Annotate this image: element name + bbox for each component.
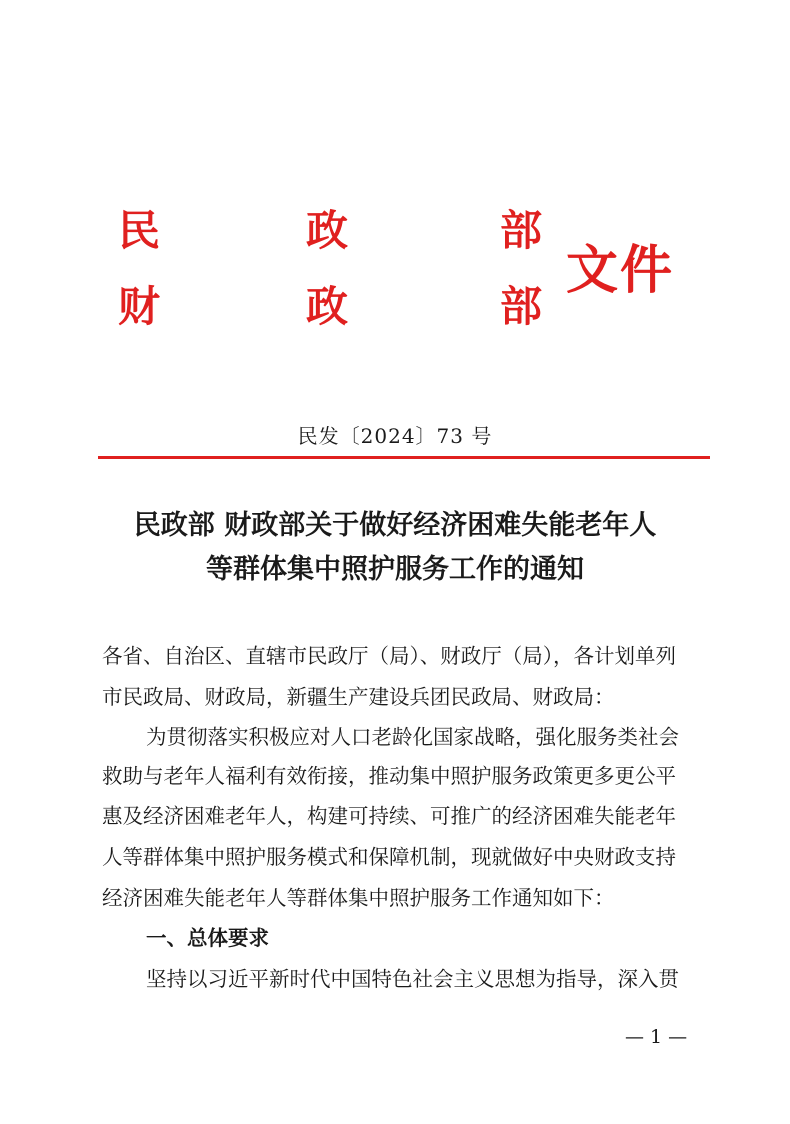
- body-text-line: 惠及经济困难老年人，构建可持续、可推广的经济困难失能老年: [102, 804, 676, 828]
- issuer-char: 政: [306, 206, 349, 255]
- section-heading: 一、总体要求: [146, 926, 269, 950]
- document-title-line1: 民政部 财政部关于做好经济困难失能老年人: [133, 510, 657, 541]
- page-number: — 1 —: [625, 1026, 688, 1048]
- body-text-line: 坚持以习近平新时代中国特色社会主义思想为指导，深入贯: [146, 967, 679, 991]
- salutation-line: 市民政局、财政局，新疆生产建设兵团民政局、财政局：: [102, 685, 615, 709]
- body-text-line: 经济困难失能老年人等群体集中照护服务工作通知如下：: [102, 886, 615, 910]
- document-type-label: 文件: [566, 240, 675, 301]
- body-text-line: 为贯彻落实积极应对人口老龄化国家战略，强化服务类社会: [146, 725, 679, 749]
- issuer-char: 政: [306, 282, 349, 331]
- issuer-char: 民: [118, 206, 161, 255]
- issuer-char: 部: [500, 206, 543, 255]
- red-divider-line: [98, 456, 710, 459]
- issuer-char: 部: [500, 282, 543, 331]
- body-text-line: 人等群体集中照护服务模式和保障机制，现就做好中央财政支持: [102, 845, 676, 869]
- salutation-line: 各省、自治区、直辖市民政厅（局）、财政厅（局），各计划单列: [102, 644, 676, 668]
- issuer-char: 财: [118, 282, 161, 331]
- body-text-line: 救助与老年人福利有效衔接，推动集中照护服务政策更多更公平: [102, 764, 676, 788]
- document-number: 民发〔2024〕73 号: [297, 424, 493, 448]
- document-title-line2: 等群体集中照护服务工作的通知: [206, 554, 584, 585]
